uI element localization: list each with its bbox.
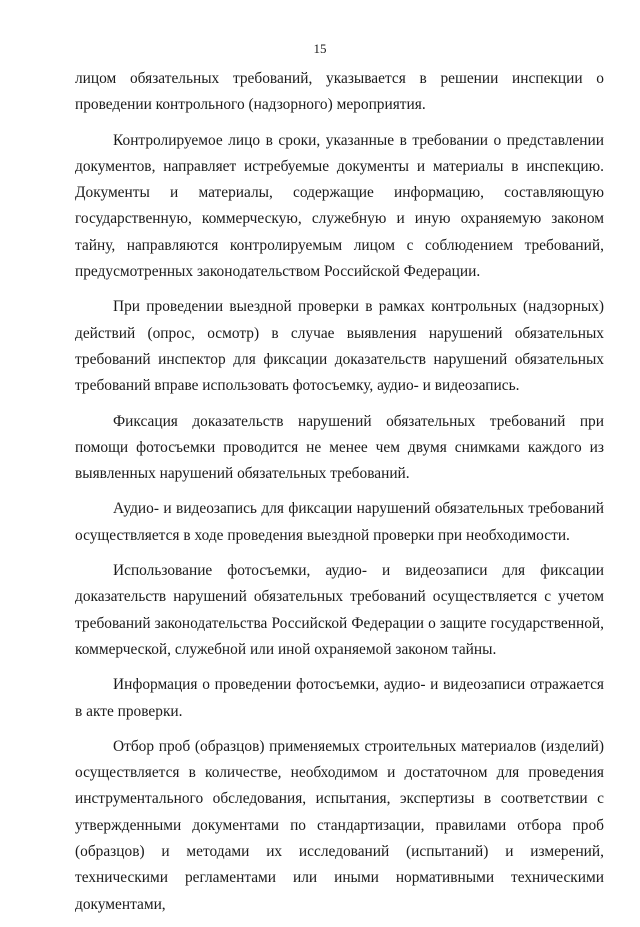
document-body	[75, 66, 604, 927]
paragraph-audio-video: Аудио- и видеозапись для фиксации нарушений обязательных требований осуществляется в ходе проведения выездной проверки при необходимости.	[75, 500, 604, 544]
page-number: 15	[313, 41, 327, 56]
paragraph-photo-evidence: Фиксация доказательств нарушений обязательных требований при помощи фотосъемки проводится не менее чем двумя снимками каждого из выявленных нарушений обязательных требований.	[75, 412, 604, 483]
paragraph-document-submission: Контролируемое лицо в сроки, указанные в требовании о представлении документов, направляет истребуемые документы и материалы в инспекцию. Документы и материалы, содержащие информацию, составляющую государственную, коммерческую, служебную и иную охраняемую законом тайну, направляются контролируемым лицом с соблюдением требований, предусмотренных законодательством Российской Федерации.	[75, 131, 604, 281]
paragraph-confidentiality: Использование фотосъемки, аудио- и видеозаписи для фиксации доказательств нарушений обязательных требований осуществляется с учетом требований законодательства Российской Федерации о защите государственной, коммерческой, служебной или иной охраняемой законом тайны.	[75, 562, 604, 658]
paragraph-on-site-inspection: При проведении выездной проверки в рамках контрольных (надзорных) действий (опрос, осмотр) в случае выявления нарушений обязательных требований инспектор для фиксации доказательств нарушений обязательных требований вправе использовать фотосъемку, аудио- и видеозапись.	[75, 298, 604, 395]
paragraph-inspection-act: Информация о проведении фотосъемки, аудио- и видеозаписи отражается в акте проверки.	[75, 676, 604, 720]
paragraph-sampling: Отбор проб (образцов) применяемых строительных материалов (изделий) осуществляется в количестве, необходимом и достаточном для проведения инструментального обследования, испытания, экспертизы в соответствии с утвержденными документами по стандартизации, правилами отбора проб (образцов) и методами их исследований (испытаний) и измерений, техническими регламентами или иными нормативными техническими документами,	[75, 737, 604, 913]
paragraph-continued: лицом обязательных требований, указывается в решении инспекции о проведении контрольного (надзорного) мероприятия.	[75, 70, 604, 114]
